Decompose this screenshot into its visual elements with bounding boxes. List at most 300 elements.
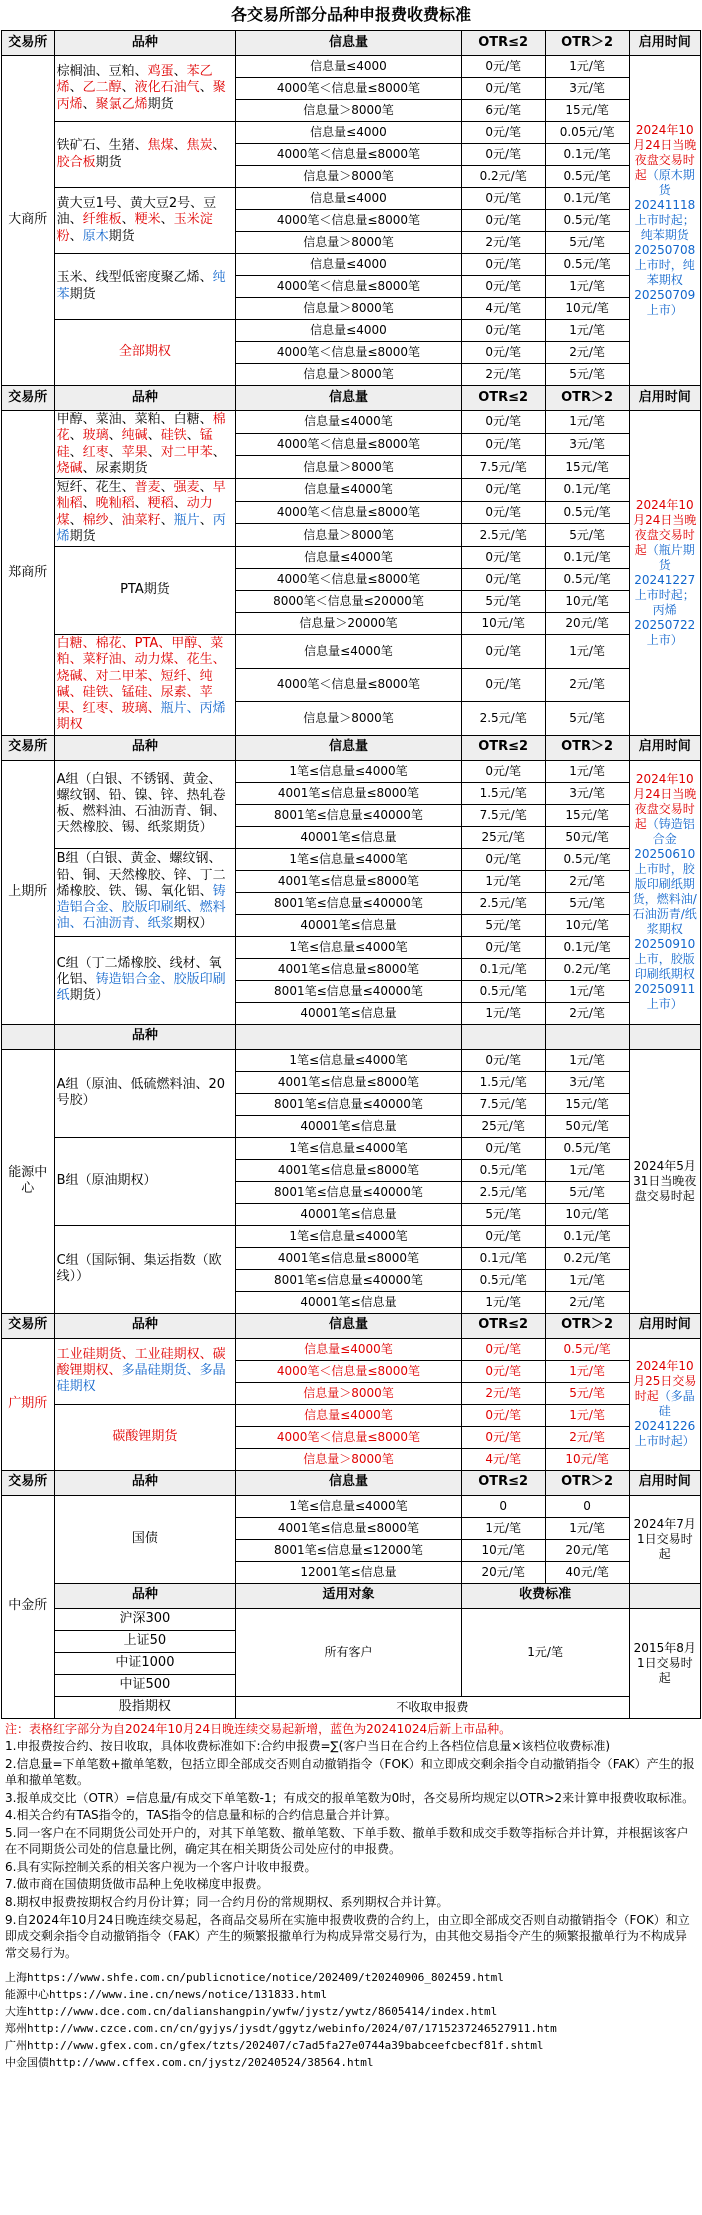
product-text: 铸造铝合金、胶版印刷纸、燃料油、石油沥青、纸浆 [56, 883, 226, 932]
volume-range: 信息量≤4000笔 [236, 547, 461, 569]
index-header-row [2, 1583, 701, 1608]
volume-range: 4000笔＜信息量≤8000笔 [236, 433, 461, 456]
product-text: 期货） [69, 988, 109, 1004]
source-link[interactable]: 上海https://www.shfe.com.cn/publicnotice/notice/202409/t20240906_802459.html [5, 1971, 504, 1985]
source-link[interactable]: 郑州http://www.czce.com.cn/cn/gyjys/jysdt/ggytz/webinfo/2024/07/1715237246527911.htm [5, 2022, 557, 2036]
volume-range: 4000笔＜信息量≤8000笔 [236, 668, 461, 702]
fee-value: 0元/笔 [461, 56, 545, 78]
header-cell: 启用时间 [629, 386, 700, 411]
header-cell: 信息量 [236, 1313, 461, 1338]
product-text: 苹果 [121, 444, 148, 460]
fee-value: 0.2元/笔 [545, 1247, 629, 1269]
fee-value: 10元/笔 [461, 1539, 545, 1561]
start-time-text: （瓶片期货20241227上市时起；丙烯20250722上市） [634, 542, 696, 647]
header-cell: 收费标准 [461, 1583, 629, 1608]
start-time-note [629, 56, 700, 386]
product-text: 动力煤 [56, 496, 213, 528]
product-text: 、尿素期货 [82, 460, 148, 476]
fee-value: 0.5元/笔 [545, 569, 629, 591]
fee-value: 1元/笔 [545, 1269, 629, 1291]
volume-range: 40001笔≤信息量 [236, 1203, 461, 1225]
volume-range: 信息量＞8000笔 [236, 1448, 461, 1470]
product-cell [54, 1338, 236, 1404]
start-time-text: 2024年10月24日当晚夜盘交易时起 [633, 772, 697, 831]
header-cell: 启用时间 [629, 31, 700, 56]
fee-value: 5元/笔 [545, 892, 629, 914]
table-row [2, 1338, 701, 1360]
product-text: 早籼稻 [56, 480, 226, 512]
product-text: 、 [108, 444, 122, 460]
fee-value: 1元/笔 [545, 1049, 629, 1071]
product-cell: 上证50 [54, 1630, 236, 1652]
product-cell: 沪深300 [54, 1608, 236, 1630]
fee-value: 2元/笔 [545, 1426, 629, 1448]
note-item: 4.相关合约有TAS指令的，TAS指令的信息量和标的合约信息量合并计算。 [5, 1808, 397, 1823]
product-text: 棉纱 [82, 512, 109, 528]
volume-range: 信息量＞8000笔 [236, 232, 461, 254]
volume-range: 信息量≤4000 [236, 254, 461, 276]
header-cell: OTR＞2 [545, 386, 629, 411]
fee-value: 10元/笔 [545, 1448, 629, 1470]
fee-value: 0.5元/笔 [545, 848, 629, 870]
product-text: 期货 [108, 228, 135, 244]
source-link[interactable]: 广州http://www.gfex.com.cn/gfex/tzts/202407/c7ad5fa27e0744a39babceefcbecf81f.shtml [5, 2039, 544, 2053]
fee-value: 0.1元/笔 [461, 958, 545, 980]
note-item: 1.申报费按合约、按日收取，具体收费标准如下:合约申报费=∑(客户当日在合约上各档位信息量×该档位收费标准) [5, 1739, 611, 1754]
fee-value: 0元/笔 [461, 210, 545, 232]
note-item: 8.期权申报费按期权合约月份计算；同一合约月份的常规期权、系列期权合并计算。 [5, 1894, 449, 1909]
product-text: 晚籼稻 [95, 496, 135, 512]
product-text: 铸造铝合金、胶版印刷纸 [56, 971, 226, 1004]
fee-value: 6元/笔 [461, 100, 545, 122]
fee-value: 1元/笔 [461, 1517, 545, 1539]
fee-value: 0.05元/笔 [545, 122, 629, 144]
volume-range: 4000笔＜信息量≤8000笔 [236, 1426, 461, 1448]
product-text: 聚丙烯 [56, 80, 226, 112]
exchange-name: 大商所 [2, 56, 55, 386]
product-text: 、 [121, 212, 135, 228]
product-text: 期货 [69, 286, 96, 302]
product-cell [54, 56, 236, 122]
volume-range: 信息量≤4000笔 [236, 1338, 461, 1360]
fee-value: 4元/笔 [461, 1448, 545, 1470]
product-text: 瓶片 [173, 512, 200, 528]
product-text: 粳米 [134, 212, 161, 228]
volume-range: 信息量≤4000 [236, 188, 461, 210]
fee-value: 0.2元/笔 [545, 958, 629, 980]
volume-range: 40001笔≤信息量 [236, 1002, 461, 1024]
start-time-note [629, 1338, 700, 1470]
section-header-row [2, 1024, 701, 1049]
product-text: 、 [69, 228, 83, 244]
header-cell: 信息量 [236, 386, 461, 411]
page-title: 各交易所部分品种申报费收费标准 [230, 5, 471, 24]
fee-value: 0.5元/笔 [545, 210, 629, 232]
product-text: 红枣 [82, 444, 109, 460]
volume-range: 8000笔＜信息量≤20000笔 [236, 591, 461, 613]
table-row [2, 411, 701, 434]
fee-value: 0元/笔 [461, 411, 545, 434]
product-text: 鸡蛋 [147, 64, 174, 80]
fee-value: 1.5元/笔 [461, 782, 545, 804]
header-cell: OTR≤2 [461, 386, 545, 411]
product-cell: 国债 [54, 1495, 236, 1583]
volume-range: 信息量＞8000笔 [236, 364, 461, 386]
product-text: 普麦 [134, 480, 161, 495]
table-row [2, 760, 701, 782]
table-row [2, 479, 701, 502]
start-time-note: 2015年8月1日交易时起 [629, 1608, 700, 1718]
start-time-note: 2024年7月1日交易时起 [629, 1495, 700, 1583]
start-time-text: 2024年10月25日交易时起 [633, 1359, 697, 1403]
product-text: 纯苯 [56, 270, 226, 302]
start-time-text: （铸造铝合金20250610上市时，胶版印刷纸期货，燃料油/石油沥青/纸浆期权20250910上市，胶版印刷纸期权20250911上市） [632, 817, 697, 1011]
product-text: 对二甲苯 [160, 444, 213, 460]
volume-range: 4000笔＜信息量≤8000笔 [236, 501, 461, 524]
fee-value: 1元/笔 [461, 1608, 629, 1696]
exchange-name: 中金所 [2, 1495, 55, 1718]
product-text: 期货 [147, 96, 174, 112]
header-cell: 品种 [54, 735, 236, 760]
volume-range: 信息量＞8000笔 [236, 456, 461, 479]
product-text: 棕榈油、豆粕、 [56, 64, 148, 80]
fee-value: 0元/笔 [461, 144, 545, 166]
header-cell [629, 1583, 700, 1608]
fee-value: 5元/笔 [545, 364, 629, 386]
product-text: 、 [173, 496, 187, 512]
volume-range: 8001笔≤信息量≤40000笔 [236, 1181, 461, 1203]
start-time-note [629, 1049, 700, 1313]
fee-value: 7.5元/笔 [461, 804, 545, 826]
product-text: 期权） [173, 916, 213, 932]
fee-value: 4元/笔 [461, 298, 545, 320]
product-text: 、 [121, 80, 135, 96]
product-cell [54, 320, 236, 386]
note-item: 7.做市商在国债期货做市品种上免收梯度申报费。 [5, 1877, 269, 1892]
product-text: 、 [212, 444, 226, 460]
volume-range: 4001笔≤信息量≤8000笔 [236, 782, 461, 804]
product-text: C组（国际铜、集运指数（欧线）） [56, 1252, 222, 1284]
product-cell [54, 122, 236, 188]
table-row [2, 320, 701, 342]
product-text: 期货 [95, 154, 122, 170]
fee-value: 0.5元/笔 [545, 166, 629, 188]
table-row [2, 254, 701, 276]
fee-value: 2元/笔 [461, 364, 545, 386]
product-cell [54, 411, 236, 479]
fee-value: 3元/笔 [545, 1071, 629, 1093]
product-text: 锰硅 [56, 428, 213, 460]
volume-range: 信息量≤4000笔 [236, 479, 461, 502]
volume-range: 信息量≤4000笔 [236, 411, 461, 434]
applicable-target: 所有客户 [236, 1608, 461, 1696]
fee-value: 10元/笔 [461, 613, 545, 635]
fee-value: 0.5元/笔 [545, 1338, 629, 1360]
links-section [1, 1969, 701, 2071]
fee-value: 2.5元/笔 [461, 1181, 545, 1203]
fee-value: 25元/笔 [461, 1115, 545, 1137]
exchange-name: 广期所 [2, 1338, 55, 1470]
fee-value: 2元/笔 [545, 668, 629, 702]
fee-value: 0元/笔 [461, 1049, 545, 1071]
header-cell [2, 1024, 55, 1049]
header-cell [461, 1024, 545, 1049]
header-cell: 信息量 [236, 735, 461, 760]
fee-value: 0.1元/笔 [545, 1225, 629, 1247]
volume-range: 信息量＞8000笔 [236, 298, 461, 320]
source-link[interactable]: 大连http://www.dce.com.cn/dalianshangpin/ywfw/jystz/ywtz/8605414/index.html [5, 2005, 498, 2019]
section-header-row [2, 386, 701, 411]
product-text: PTA期货 [120, 582, 170, 598]
fee-value: 0元/笔 [461, 1404, 545, 1426]
product-text: 、 [160, 512, 174, 528]
fee-value: 1元/笔 [545, 56, 629, 78]
fee-value: 1元/笔 [545, 635, 629, 669]
product-text: 丙烯 [56, 512, 226, 544]
note-item: 3.报单成交比（OTR）=信息量/有成交下单笔数-1；有成交的报单笔数为0时，各交易所均规定以OTR>2来计算申报费收取标准。 [5, 1790, 695, 1805]
fee-value: 0元/笔 [461, 479, 545, 502]
product-text: 期货 [69, 528, 96, 544]
volume-range: 1笔≤信息量≤4000笔 [236, 848, 461, 870]
volume-range: 4000笔＜信息量≤8000笔 [236, 78, 461, 100]
fee-value: 40元/笔 [545, 1561, 629, 1583]
fee-value: 5元/笔 [545, 524, 629, 547]
volume-range: 1笔≤信息量≤4000笔 [236, 1137, 461, 1159]
product-text: 、 [173, 64, 187, 80]
product-text: A组（白银、不锈钢、黄金、螺纹钢、铅、镍、锌、热轧卷板、燃料油、石油沥青、铜、天然橡胶、锡、纸浆期货） [56, 771, 226, 836]
fee-value: 0.1元/笔 [545, 936, 629, 958]
table-row [2, 188, 701, 210]
fee-value: 0元/笔 [461, 342, 545, 364]
product-text: 、 [69, 512, 83, 528]
fee-value: 3元/笔 [545, 782, 629, 804]
start-time-text: （多晶硅20241226上市时起） [634, 1389, 696, 1448]
fee-value: 2.5元/笔 [461, 892, 545, 914]
fee-value: 0.1元/笔 [545, 479, 629, 502]
product-cell [54, 1404, 236, 1470]
footnote: 注：表格红字部分为自2024年10月24日晚连续交易起新增，蓝色为20241024后新上市品种。 [5, 1721, 512, 1736]
header-cell: 品种 [54, 31, 236, 56]
fee-value: 20元/笔 [545, 613, 629, 635]
fee-value: 0 [545, 1495, 629, 1517]
table-row [2, 1404, 701, 1426]
volume-range: 信息量＞8000笔 [236, 100, 461, 122]
fee-value: 0元/笔 [461, 276, 545, 298]
product-text: 聚氯乙烯 [95, 96, 148, 112]
product-text: 黄大豆1号、黄大豆2号、豆油、 [56, 196, 217, 228]
header-cell: OTR≤2 [461, 1470, 545, 1495]
product-cell [54, 635, 236, 736]
fee-value: 5元/笔 [461, 1203, 545, 1225]
fee-value: 15元/笔 [545, 1093, 629, 1115]
fee-value: 2元/笔 [461, 232, 545, 254]
fee-value: 0元/笔 [461, 848, 545, 870]
header-cell: 信息量 [236, 31, 461, 56]
volume-range: 4001笔≤信息量≤8000笔 [236, 1247, 461, 1269]
product-text: B组（白银、黄金、螺纹钢、铅、铜、天然橡胶、锌、丁二烯橡胶、铁、锡、氧化铝、 [56, 851, 226, 899]
volume-range: 信息量＞8000笔 [236, 1382, 461, 1404]
fee-value: 0.1元/笔 [545, 188, 629, 210]
fee-value: 1元/笔 [461, 1291, 545, 1313]
header-cell: OTR＞2 [545, 1470, 629, 1495]
product-text: 甲醇、菜油、菜粕、白糖、 [56, 412, 213, 427]
fee-value: 3元/笔 [545, 78, 629, 100]
product-text: 玉米淀粉 [56, 212, 213, 244]
fee-value: 0.5元/笔 [545, 254, 629, 276]
header-cell: 适用对象 [236, 1583, 461, 1608]
fee-value: 15元/笔 [545, 804, 629, 826]
volume-range: 4000笔＜信息量≤8000笔 [236, 144, 461, 166]
product-text: 白糖、棉花、PTA、甲醇、菜粕、菜籽油、动力煤、花生、烧碱、对二甲苯、短纤、纯碱、硅铁、锰硅、尿素、苹果、红枣、玻璃、 [56, 636, 226, 716]
fee-value: 0元/笔 [461, 1426, 545, 1448]
fee-value: 0元/笔 [461, 254, 545, 276]
fee-value: 0.2元/笔 [461, 166, 545, 188]
fee-value: 1元/笔 [545, 1517, 629, 1539]
fee-value: 0.5元/笔 [545, 501, 629, 524]
fee-value: 7.5元/笔 [461, 456, 545, 479]
fee-value: 15元/笔 [545, 456, 629, 479]
product-text: 苯乙烯 [56, 64, 213, 96]
section-header-row [2, 1313, 701, 1338]
volume-range: 8001笔≤信息量≤12000笔 [236, 1539, 461, 1561]
volume-range: 4001笔≤信息量≤8000笔 [236, 1517, 461, 1539]
fee-value: 5元/笔 [461, 591, 545, 613]
product-text: 、 [108, 512, 122, 528]
volume-range: 信息量＞20000笔 [236, 613, 461, 635]
product-text: 纯碱 [121, 428, 148, 444]
volume-range: 信息量≤4000笔 [236, 635, 461, 669]
product-text: 焦煤 [147, 138, 174, 154]
fee-value: 0元/笔 [461, 320, 545, 342]
fee-value: 2.5元/笔 [461, 702, 545, 736]
product-text: 瓶片、丙烯 [160, 701, 226, 716]
fee-value: 50元/笔 [545, 1115, 629, 1137]
product-text: B组（原油期权） [56, 1172, 157, 1188]
page [1, 0, 701, 2071]
volume-range: 40001笔≤信息量 [236, 1291, 461, 1313]
start-time-text: 2024年10月24日当晚夜盘交易时起 [633, 123, 697, 182]
product-text: A组（原油、低硫燃料油、20号胶） [56, 1076, 226, 1108]
fee-value: 1.5元/笔 [461, 1071, 545, 1093]
table-row [2, 848, 701, 870]
fee-value: 3元/笔 [545, 433, 629, 456]
fee-value: 2元/笔 [545, 342, 629, 364]
fee-table [1, 30, 701, 1719]
fee-value: 0.1元/笔 [545, 547, 629, 569]
product-text: 、 [199, 80, 213, 96]
table-row [2, 56, 701, 78]
product-text: 、 [160, 480, 174, 495]
fee-value: 0.5元/笔 [461, 1269, 545, 1291]
fee-value: 1元/笔 [545, 1404, 629, 1426]
volume-range: 4000笔＜信息量≤8000笔 [236, 276, 461, 298]
notes-list [5, 1738, 697, 1961]
header-cell: 品种 [54, 1583, 236, 1608]
header-cell: OTR≤2 [461, 735, 545, 760]
product-text: 、 [147, 444, 161, 460]
start-time-text: （原木期货20241118上市时起；纯苯期货20250708上市时，纯苯期权20250709上市） [634, 168, 696, 317]
header-cell: 交易所 [2, 31, 55, 56]
volume-range: 4000笔＜信息量≤8000笔 [236, 342, 461, 364]
product-cell [54, 1225, 236, 1313]
header-cell: OTR≤2 [461, 1313, 545, 1338]
volume-range: 40001笔≤信息量 [236, 914, 461, 936]
table-row [2, 1137, 701, 1159]
table-row [2, 122, 701, 144]
product-text: 粳稻 [147, 496, 174, 512]
fee-value: 0元/笔 [461, 569, 545, 591]
fee-value: 20元/笔 [461, 1561, 545, 1583]
product-text: 、 [199, 480, 213, 495]
product-text: 玉米、线型低密度聚乙烯、 [56, 270, 213, 286]
fee-value: 0元/笔 [461, 1137, 545, 1159]
header-cell [236, 1024, 461, 1049]
fee-value: 0.1元/笔 [461, 1247, 545, 1269]
volume-range: 4001笔≤信息量≤8000笔 [236, 1159, 461, 1181]
table-row [2, 936, 701, 958]
note-item: 2.信息量=下单笔数+撤单笔数，包括立即全部成交否则自动撤销指令（FOK）和立即成交剩余指令自动撤销指令（FAK）产生的报单和撤单笔数。 [5, 1756, 695, 1788]
table-row [2, 1696, 701, 1718]
product-cell [54, 254, 236, 320]
product-cell: 股指期权 [54, 1696, 236, 1718]
header-cell [629, 1024, 700, 1049]
volume-range: 8001笔≤信息量≤40000笔 [236, 1269, 461, 1291]
fee-value: 50元/笔 [545, 826, 629, 848]
fee-value: 2元/笔 [461, 1382, 545, 1404]
fee-value: 15元/笔 [545, 100, 629, 122]
fee-value: 5元/笔 [545, 702, 629, 736]
fee-value: 1元/笔 [545, 1159, 629, 1181]
fee-value: 0元/笔 [461, 1360, 545, 1382]
product-text: 焦炭 [186, 138, 213, 154]
fee-value: 0元/笔 [461, 188, 545, 210]
fee-value: 1元/笔 [545, 320, 629, 342]
volume-range: 1笔≤信息量≤4000笔 [236, 936, 461, 958]
volume-range: 40001笔≤信息量 [236, 826, 461, 848]
header-cell: 品种 [54, 1313, 236, 1338]
product-cell [54, 479, 236, 547]
fee-value: 20元/笔 [545, 1539, 629, 1561]
product-text: 乙二醇 [82, 80, 122, 96]
header-cell: 启用时间 [629, 1470, 700, 1495]
start-time-text: 2024年10月24日当晚夜盘交易时起 [633, 497, 697, 557]
product-text: 碳酸锂期货 [112, 1428, 178, 1444]
header-cell: 交易所 [2, 386, 55, 411]
volume-range: 4000笔＜信息量≤8000笔 [236, 1360, 461, 1382]
product-text: 、 [82, 96, 96, 112]
fee-value: 7.5元/笔 [461, 1093, 545, 1115]
product-text: 期权 [56, 717, 83, 733]
volume-range: 1笔≤信息量≤4000笔 [236, 1225, 461, 1247]
fee-value: 1元/笔 [461, 870, 545, 892]
volume-range: 1笔≤信息量≤4000笔 [236, 1495, 461, 1517]
header-cell: OTR＞2 [545, 31, 629, 56]
product-cell [54, 760, 236, 848]
product-text: 、 [199, 512, 213, 528]
header-cell: 信息量 [236, 1470, 461, 1495]
source-link[interactable]: 能源中心https://www.ine.cn/news/notice/131833.html [5, 1988, 328, 2002]
fee-value: 0元/笔 [461, 1338, 545, 1360]
start-time-text: 2024年5月31日当晚夜盘交易时起 [633, 1158, 697, 1203]
volume-range: 4000笔＜信息量≤8000笔 [236, 210, 461, 232]
header-cell: OTR≤2 [461, 31, 545, 56]
fee-value: 0元/笔 [461, 122, 545, 144]
fee-value: 0元/笔 [461, 760, 545, 782]
table-row [2, 635, 701, 669]
volume-range: 信息量＞8000笔 [236, 524, 461, 547]
volume-range: 8001笔≤信息量≤40000笔 [236, 1093, 461, 1115]
source-link[interactable]: 中金国债http://www.cffex.com.cn/jystz/20240524/38564.html [5, 2056, 374, 2070]
